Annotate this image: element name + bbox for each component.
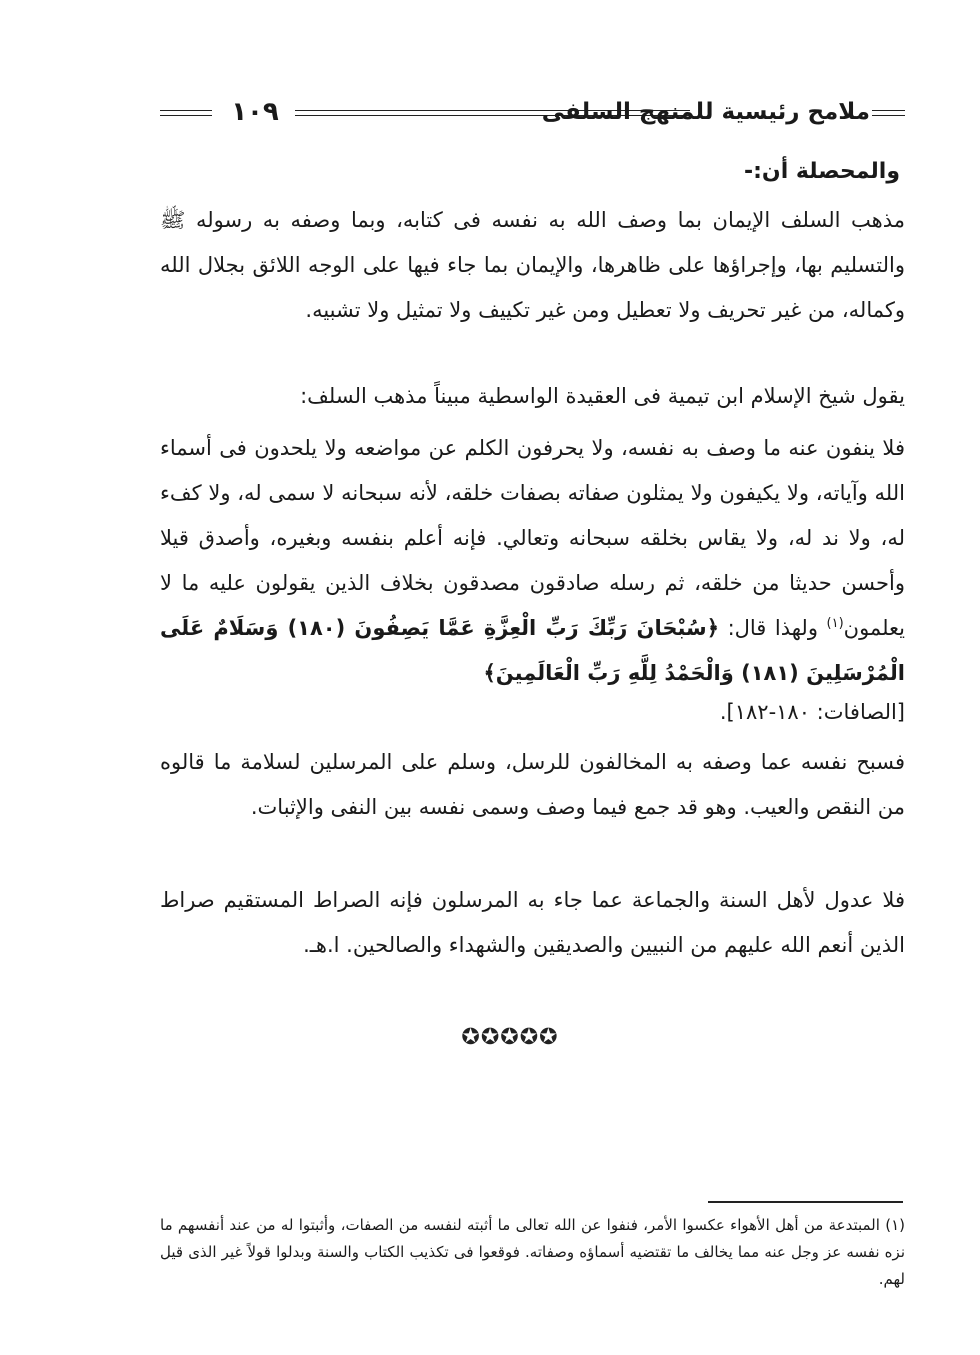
footnote-1: (١) المبتدعة من أهل الأهواء عكسوا الأمر، فنفوا عن الله تعالى ما أثبته لنفسه من الصفات، وأثبتوا له من عند أنفسهم ما نزه نفسه عز وجل عنه مما يخالف ما تقتضيه أسماؤه وصفاته. فوقعوا فى تكذيب الكتاب والسنة وبدلوا قولاً غير الذى قيل لهم.: [160, 1216, 905, 1288]
paragraph-salaf-creed: مذهب السلف الإيمان بما وصف الله به نفسه فى كتابه، وبما وصفه به رسوله ﷺ والتسليم بها، وإجراؤها على ظاهرها، والإيمان بما جاء فيها على الوجه اللائق بجلال الله وكماله، من غير تحريف ولا تعطيل ومن غير تكييف ولا تمثيل ولا تشبيه.: [160, 208, 905, 322]
running-title: ملامح رئيسية للمنهج السلفى: [541, 99, 870, 125]
verse-intro: ولهذا قال:: [719, 616, 827, 640]
quote-text: فلا ينفون عنه ما وصف به نفسه، ولا يحرفون الكلم عن مواضعه ولا يلحدون فى أسماء الله وآياته، ولا يكيفون ولا يمثلون صفاته بصفات خلقه، لأنه سبحانه لا سمى له، ولا كفء له، ولا ند له، ولا يقاس بخلقه سبحانه وتعالي. فإنه أعلم بنفسه وبغيره، وأصدق قيلا وأحسن حديثا من خلقه، ثم رسله صادقون مصدقون بخلاف الذين يقولون عليه ما لا يعلمون: [160, 436, 905, 640]
running-header: [160, 92, 905, 134]
paragraph-ahl-sunnah: فلا عدول لأهل السنة والجماعة عما جاء به المرسلون فإنه الصراط المستقيم صراط الذين أنعم الله عليهم من النبيين والصديقين والشهداء والصالحين. ا.هـ.: [160, 888, 905, 957]
footnote-rule: [708, 1201, 903, 1203]
header-rule-left: [160, 110, 212, 116]
section-heading: والمحصلة أن:-: [744, 159, 900, 184]
section-separator-stars: ✪✪✪✪✪: [461, 1025, 559, 1050]
header-rule-right: [872, 110, 905, 116]
page-number: ١٠٩: [231, 97, 279, 127]
paragraph-ibn-taymiyyah-intro: يقول شيخ الإسلام ابن تيمية فى العقيدة الواسطية مبيناً مذهب السلف:: [300, 384, 905, 408]
paragraph-wasitiyyah-quote: [160, 426, 905, 696]
footnote-reference[interactable]: (١): [826, 616, 844, 631]
paragraph-tasbih: فسبح نفسه عما وصفه به المخالفون للرسل، وسلم على المرسلين لسلامة ما قالوه من النقص والعيب. وهو قد جمع فيما وصف وسمى نفسه بين النفى والإثبات.: [160, 750, 905, 819]
quran-verse: ﴿سُبْحَانَ رَبِّكَ رَبِّ الْعِزَّةِ عَمَّا يَصِفُونَ (١٨٠) وَسَلَامٌ عَلَى الْمُرْسَلِينَ (١٨١) وَالْحَمْدُ لِلَّهِ رَبِّ الْعَالَمِينَ﴾: [160, 616, 905, 685]
surah-citation: [الصافات: ١٨٠-١٨٢].: [719, 700, 905, 724]
